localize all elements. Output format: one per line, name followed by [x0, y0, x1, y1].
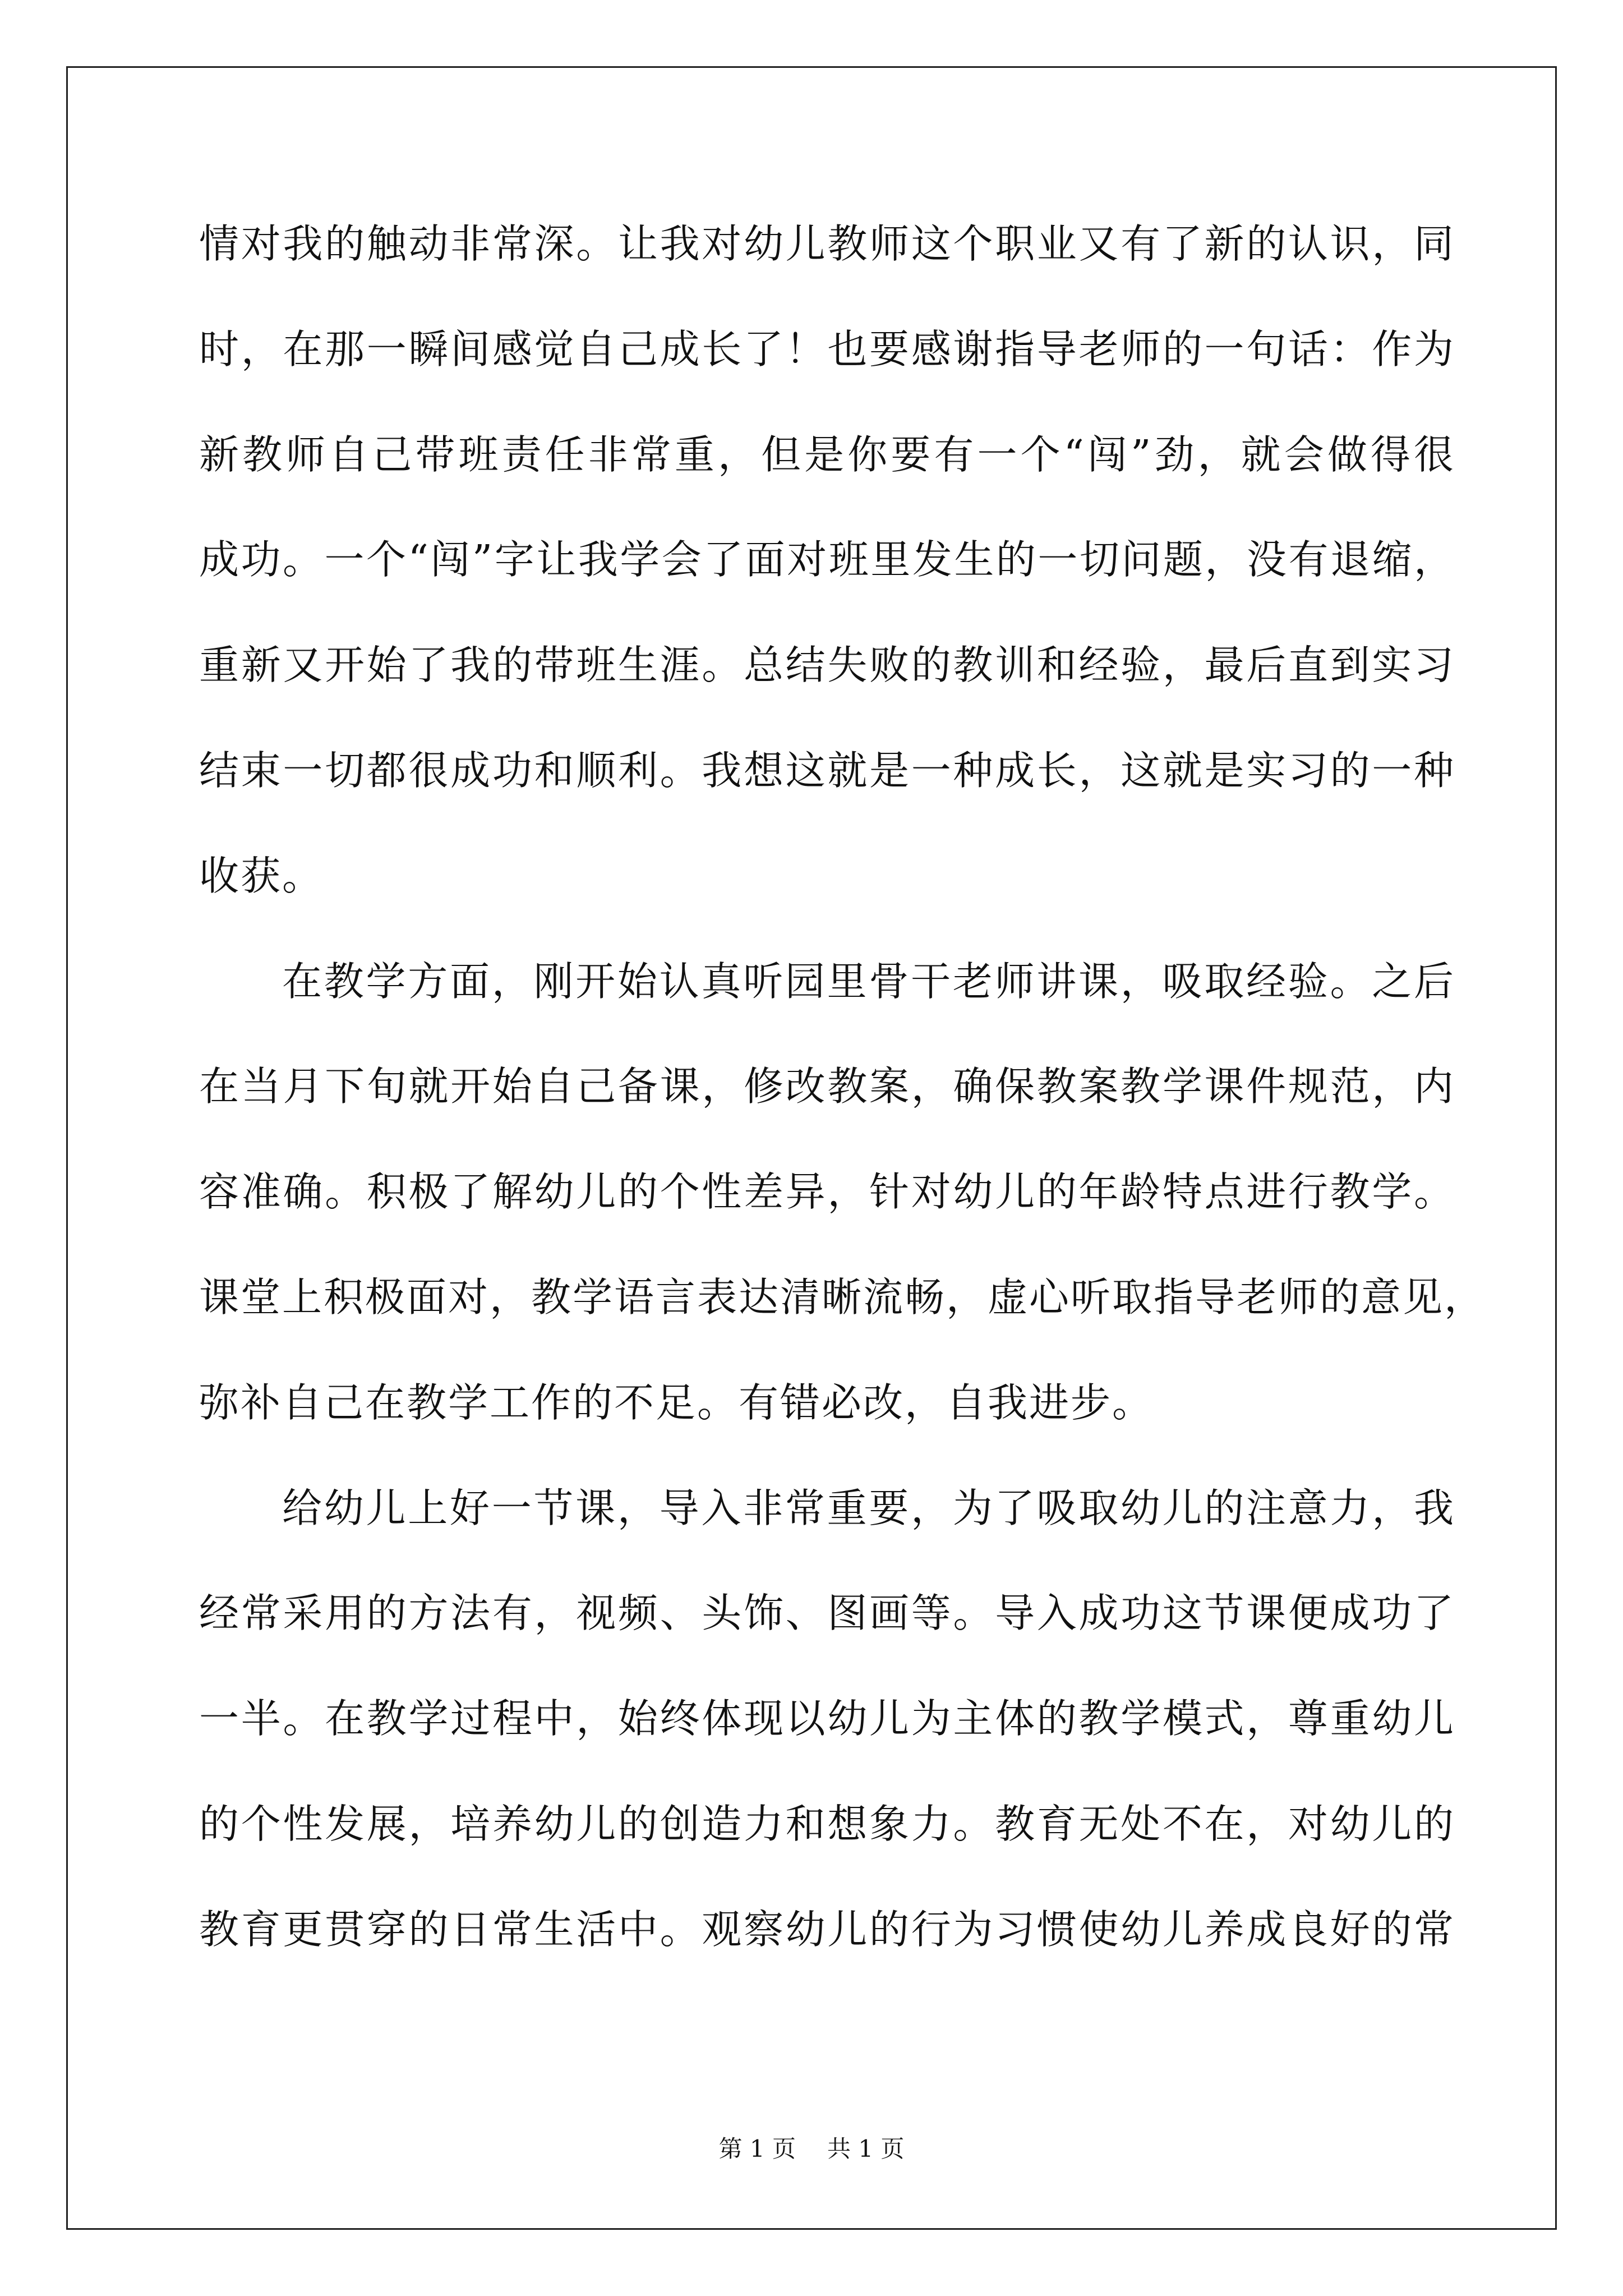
text-line: 重新又开始了我的带班生涯。总结失败的教训和经验，最后直到实习	[199, 642, 1455, 689]
text-line: 时，在那一瞬间感觉自己成长了！也要感谢指导老师的一句话：作为	[199, 325, 1455, 372]
text-line: 的个性发展，培养幼儿的创造力和想象力。教育无处不在，对幼儿的	[199, 1800, 1455, 1847]
text-line: 结束一切都很成功和顺利。我想这就是一种成长，这就是实习的一种	[199, 747, 1455, 794]
text-line: 情对我的触动非常深。让我对幼儿教师这个职业又有了新的认识，同	[199, 220, 1455, 267]
text-line: 经常采用的方法有，视频、头饰、图画等。导入成功这节课便成功了	[199, 1590, 1455, 1637]
page-footer	[0, 2131, 1623, 2164]
text-line: 容准确。积极了解幼儿的个性差异，针对幼儿的年龄特点进行教学。	[199, 1168, 1455, 1216]
text-line: 收获。	[199, 852, 324, 899]
text-line: 课堂上积极面对，教学语言表达清晰流畅，虚心听取指导老师的意见，	[199, 1273, 1486, 1320]
text-line: 成功。一个“闯”字让我学会了面对班里发生的一切问题，没有退缩，	[199, 536, 1455, 583]
text-line: 弥补自己在教学工作的不足。有错必改，自我进步。	[199, 1379, 1154, 1426]
text-line: 一半。在教学过程中，始终体现以幼儿为主体的教学模式，尊重幼儿	[199, 1695, 1455, 1742]
text-line: 给幼儿上好一节课，导入非常重要，为了吸取幼儿的注意力，我	[282, 1484, 1455, 1531]
document-body	[199, 216, 1486, 2007]
text-line: 新教师自己带班责任非常重，但是你要有一个“闯”劲，就会做得很	[199, 431, 1455, 478]
page-number: 第 1 页	[718, 2135, 796, 2162]
text-line: 教育更贯穿的日常生活中。观察幼儿的行为习惯使幼儿养成良好的常	[199, 1906, 1455, 1953]
text-line: 在教学方面，刚开始认真听园里骨干老师讲课，吸取经验。之后	[282, 958, 1455, 1005]
text-line: 在当月下旬就开始自己备课，修改教案，确保教案教学课件规范，内	[199, 1063, 1455, 1110]
page-total: 共 1 页	[827, 2135, 905, 2162]
